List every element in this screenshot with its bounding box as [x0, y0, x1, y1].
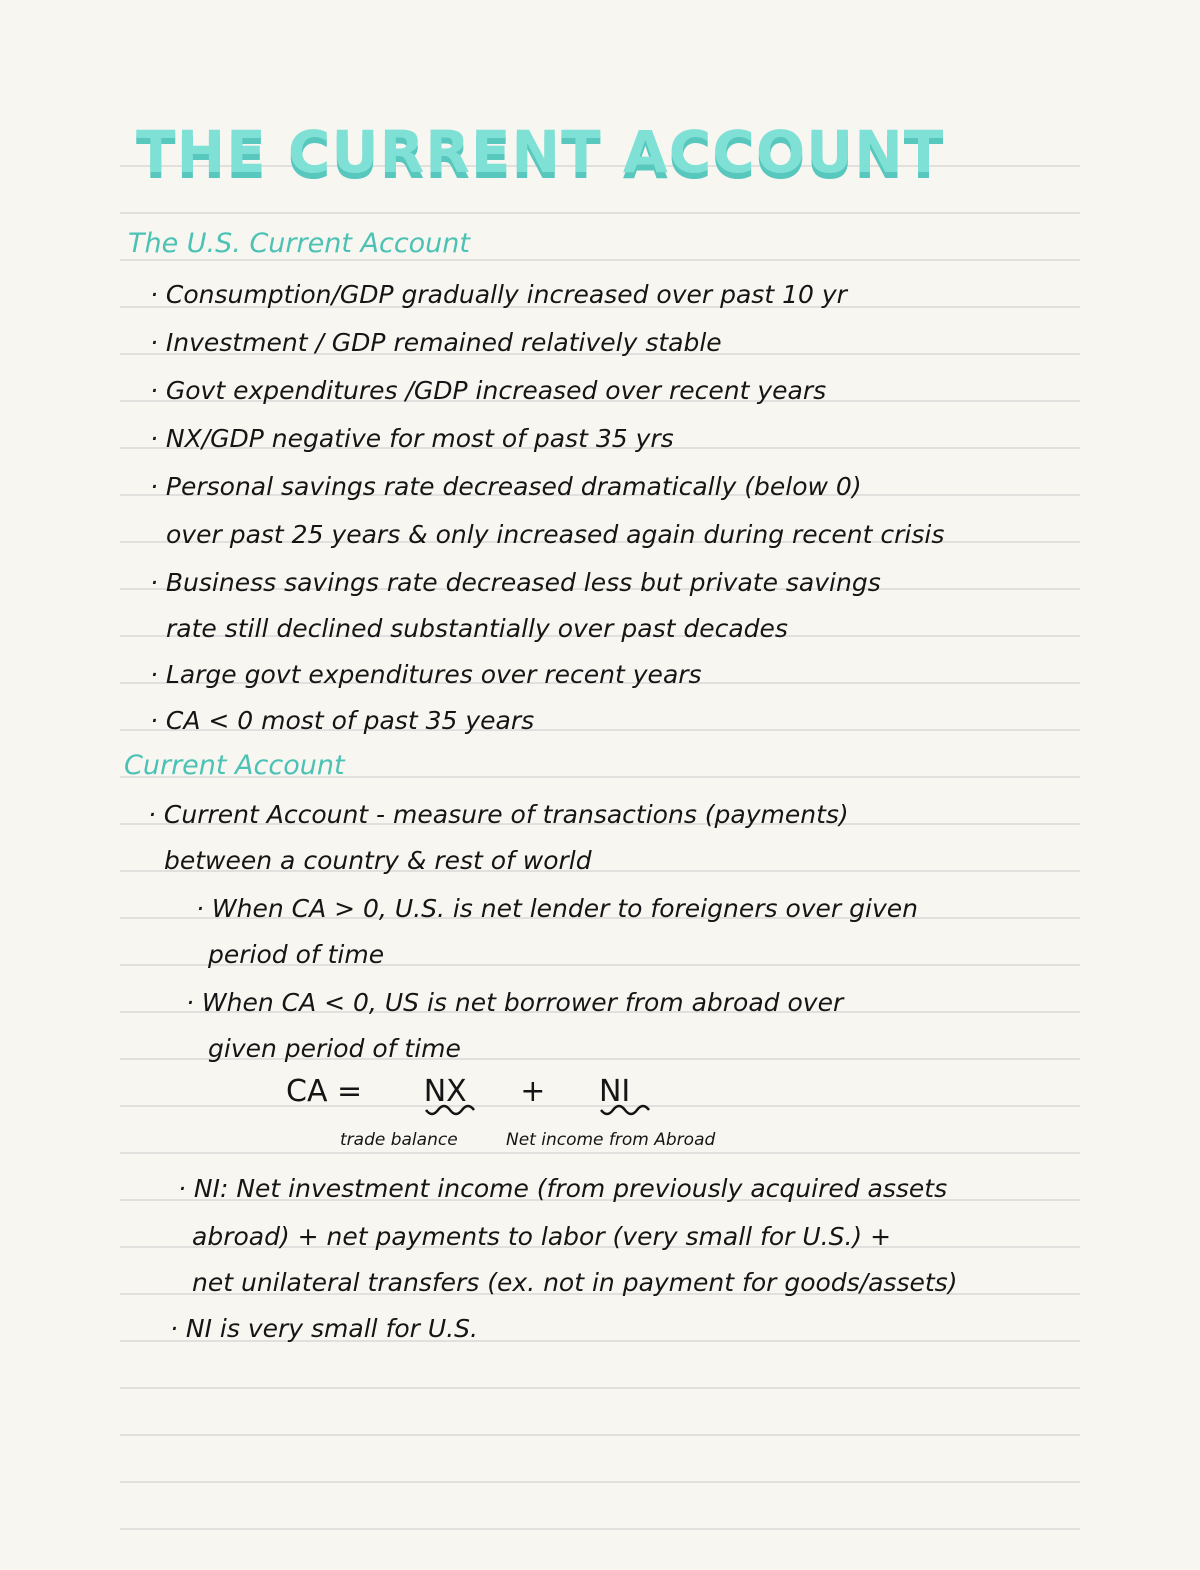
note-line: period of time — [208, 940, 385, 969]
equation-label-trade-balance: trade balance — [340, 1130, 458, 1150]
note-line: · When CA > 0, U.S. is net lender to foreigners over given — [196, 894, 918, 923]
note-line: · Investment / GDP remained relatively stable — [150, 328, 722, 357]
section-heading-us-current-account: The U.S. Current Account — [128, 228, 470, 259]
note-line: abroad) + net payments to labor (very small for U.S.) + — [192, 1222, 892, 1251]
note-line: · Govt expenditures /GDP increased over recent years — [150, 376, 827, 405]
note-line: rate still declined substantially over past decades — [166, 614, 788, 643]
note-line: · When CA < 0, US is net borrower from abroad over — [186, 988, 844, 1017]
note-line: · Personal savings rate decreased dramatically (below 0) — [150, 472, 862, 501]
note-line: · CA < 0 most of past 35 years — [150, 706, 535, 735]
equation-term-nx — [424, 1074, 467, 1109]
equation-lhs: CA = — [286, 1074, 363, 1109]
note-line: between a country & rest of world — [164, 846, 592, 875]
equation-label-net-income: Net income from Abroad — [506, 1130, 716, 1150]
page-title: THE CURRENT ACCOUNT — [136, 118, 945, 186]
section-heading-current-account: Current Account — [124, 750, 345, 781]
equation-plus: + — [520, 1074, 546, 1109]
equation-term-nx-text: NX — [423, 1074, 467, 1109]
equation-term-ni-text: NI — [598, 1074, 631, 1109]
note-line: · Business savings rate decreased less but private savings — [150, 568, 881, 597]
note-line: · Consumption/GDP gradually increased over past 10 yr — [150, 280, 847, 309]
note-line: · NI: Net investment income (from previously acquired assets — [178, 1174, 948, 1203]
note-line: · NI is very small for U.S. — [170, 1314, 478, 1343]
note-line: · NX/GDP negative for most of past 35 yrs — [150, 424, 674, 453]
note-line: net unilateral transfers (ex. not in payment for goods/assets) — [192, 1268, 958, 1297]
note-line: given period of time — [208, 1034, 461, 1063]
underbrace-squiggle — [599, 1104, 651, 1118]
current-account-equation — [286, 1074, 630, 1109]
note-line: over past 25 years & only increased again during recent crisis — [166, 520, 945, 549]
equation-term-ni — [599, 1074, 630, 1109]
note-line: · Current Account - measure of transactions (payments) — [148, 800, 849, 829]
note-line: · Large govt expenditures over recent years — [150, 660, 702, 689]
underbrace-squiggle — [424, 1104, 476, 1118]
